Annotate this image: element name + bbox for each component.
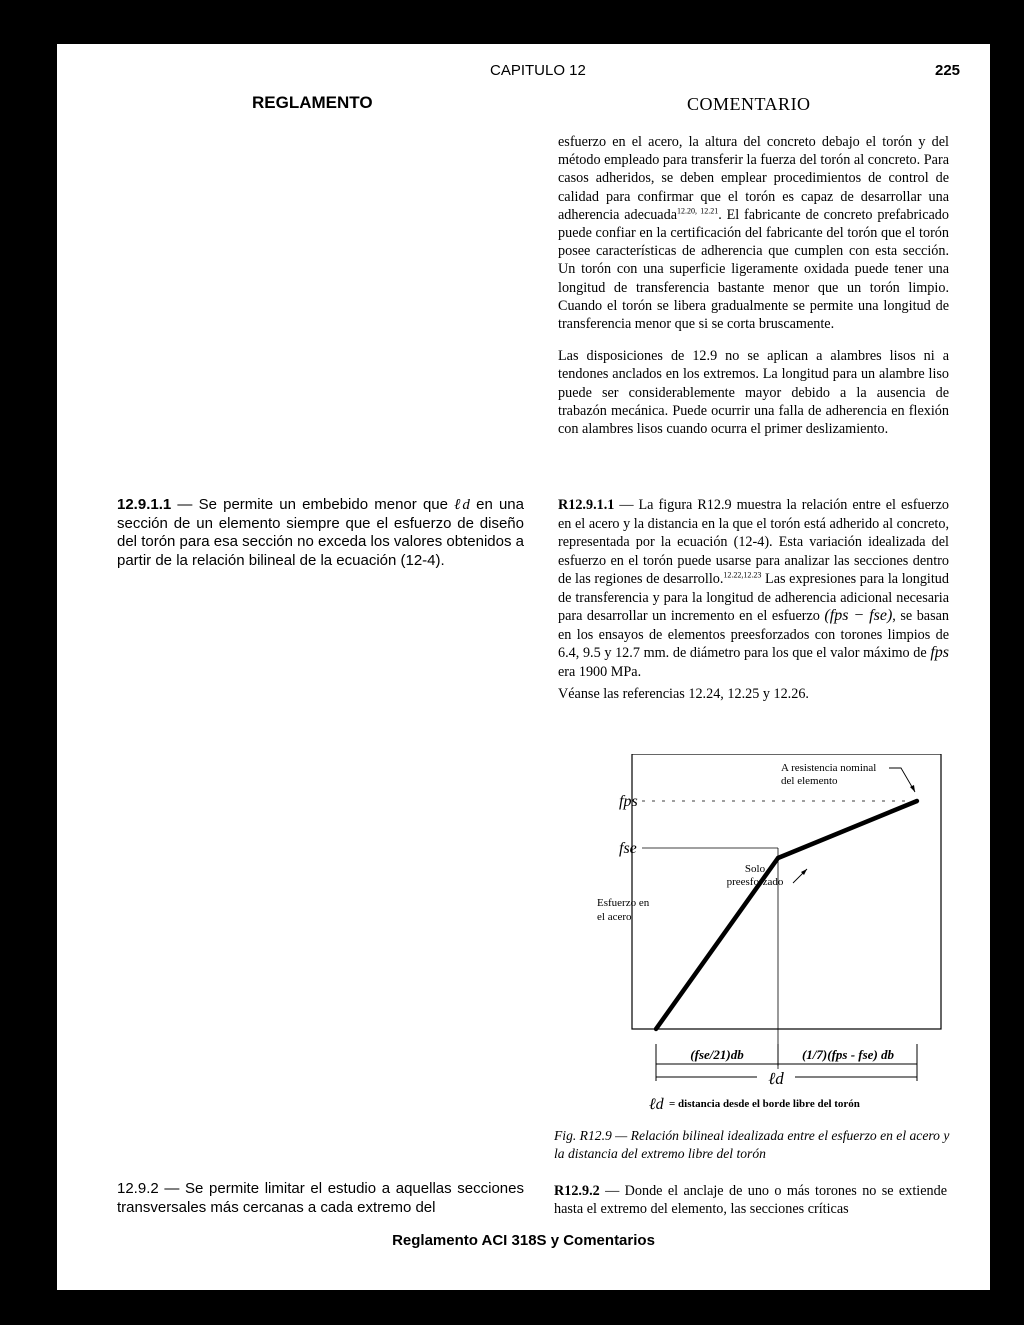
x-total-ld: ℓd <box>768 1069 784 1088</box>
series-line <box>656 801 917 1029</box>
annotation-prestressed: preesforzado <box>726 876 784 888</box>
commentary-id: R12.9.1.1 <box>558 497 615 513</box>
regulation-heading: REGLAMENTO <box>252 93 373 112</box>
footer: Reglamento ACI 318S y Comentarios <box>392 1232 655 1249</box>
x-segment-bond: (1/7)(fps - fse) db <box>801 1047 895 1062</box>
commentary-intro <box>558 133 949 438</box>
annotation-nominal: del elemento <box>781 775 838 787</box>
references-line: Véanse las referencias 12.24, 12.25 y 12.26. <box>558 686 809 702</box>
figure-r12-9 <box>597 754 957 1119</box>
stress-difference: (fps − fse) <box>824 607 893 624</box>
figure-caption: Fig. R12.9 — Relación bilineal idealizada entre el esfuerzo en el acero y la distancia del extremo libre del torón <box>554 1128 950 1161</box>
commentary-paragraph-1 <box>558 133 949 333</box>
ld-symbol: ℓd <box>649 1096 664 1113</box>
y-tick-fse: fse <box>619 840 637 857</box>
section-id: 12.9.1.1 <box>117 496 172 513</box>
fps-symbol: fps <box>930 644 950 661</box>
arrow-head <box>910 785 915 792</box>
x-segment-transfer: (fse/21)db <box>690 1047 744 1062</box>
commentary-text: . El fabricante de concreto prefabricado puede confiar en la certificación del fabricante del torón que el torón posee características de adherencia que cumplen con esta sección. Un torón con una superficie ligeramente oxidada puede tener una longitud de transferencia bastante menor que un torón limpio. Cuando el torón se libera gradualmente se permite una longitud de transferencia menor que si se corta bruscamente. <box>558 206 949 333</box>
section-id: 12.9.2 <box>117 1180 159 1197</box>
data-point <box>776 856 780 860</box>
data-point <box>654 1027 658 1031</box>
chapter-title: CAPITULO 12 <box>490 62 586 79</box>
commentary-text: esfuerzo en el acero, la altura del concreto debajo el torón y del método empleado para transferir la fuerza del torón al concreto. Para casos adheridos, se deben emplear procedimientos de control de calidad para confirmar que el torón es capaz de desarrollar una adherencia adecuada <box>558 134 949 223</box>
y-tick-fps: fps <box>619 793 638 810</box>
commentary-text: — La figura R12.9 muestra la relación entre el esfuerzo en el acero y la distancia en la que el torón está adherido al concreto, representada por la ecuación (12-4). Esta variación idealizada del esfuerzo en el torón puede usarse para analizar las secciones dentro de las regiones de desarrollo. <box>558 497 949 587</box>
section-text: — Se permite limitar el estudio a aquellas secciones transversales más cercanas a cada extremo del <box>117 1180 524 1216</box>
annotation-nominal: A resistencia nominal <box>781 762 877 774</box>
section-text: en una sección de un elemento siempre que el esfuerzo de diseño del torón para esa sección no exceda los valores obtenidos a partir de la relación bilineal de la ecuación (12-4). <box>117 496 524 569</box>
commentary-text: — Donde el anclaje de uno o más torones no se extiende hasta el extremo del elemento, las secciones críticas <box>554 1183 947 1218</box>
commentary-paragraph-2: Las disposiciones de 12.9 no se aplican a alambres lisos ni a tendones anclados en los extremos. La longitud para un alambre liso puede ser considerablemente mayor debido a la ausencia de trabazón mecánica. Puede ocurrir una falla de adherencia en flexión con alambres lisos cuando ocurra el primer deslizamiento. <box>558 348 949 438</box>
commentary-r12-9-1-1 <box>558 496 949 703</box>
reference-superscript: 12.20, 12.21 <box>677 206 719 216</box>
commentary-text: Las expresiones para la longitud de transferencia y para la longitud de adherencia adicional necesaria para desarrollar un incremento en el esfuerzo <box>558 571 949 624</box>
y-axis-label: Esfuerzo en <box>597 897 650 909</box>
annotation-prestressed: Solo <box>744 863 766 875</box>
commentary-heading: COMENTARIO <box>687 94 811 114</box>
ld-symbol: ℓd <box>454 497 470 513</box>
commentary-r12-9-2 <box>554 1182 947 1218</box>
page <box>57 44 990 1290</box>
page-number: 225 <box>935 62 961 79</box>
commentary-text: era 1900 MPa. <box>558 663 642 680</box>
y-axis-label: el acero <box>597 911 632 923</box>
data-point <box>915 799 919 803</box>
ld-definition: = distancia desde el borde libre del torón <box>669 1098 860 1110</box>
chart-frame <box>632 754 941 1029</box>
section-text: — Se permite un embebido menor que <box>171 496 455 513</box>
annotation-arrow <box>889 768 915 792</box>
reference-superscript: 12.22,12.23 <box>723 570 762 580</box>
section-12-9-2 <box>117 1180 524 1217</box>
section-12-9-1-1 <box>117 496 524 570</box>
commentary-text: , se basan en los ensayos de elementos preesforzados con torones limpios de 6.4, 9.5 y 12.7 mm. de diámetro para los que el valor máximo de <box>558 608 949 661</box>
commentary-id: R12.9.2 <box>554 1183 600 1199</box>
